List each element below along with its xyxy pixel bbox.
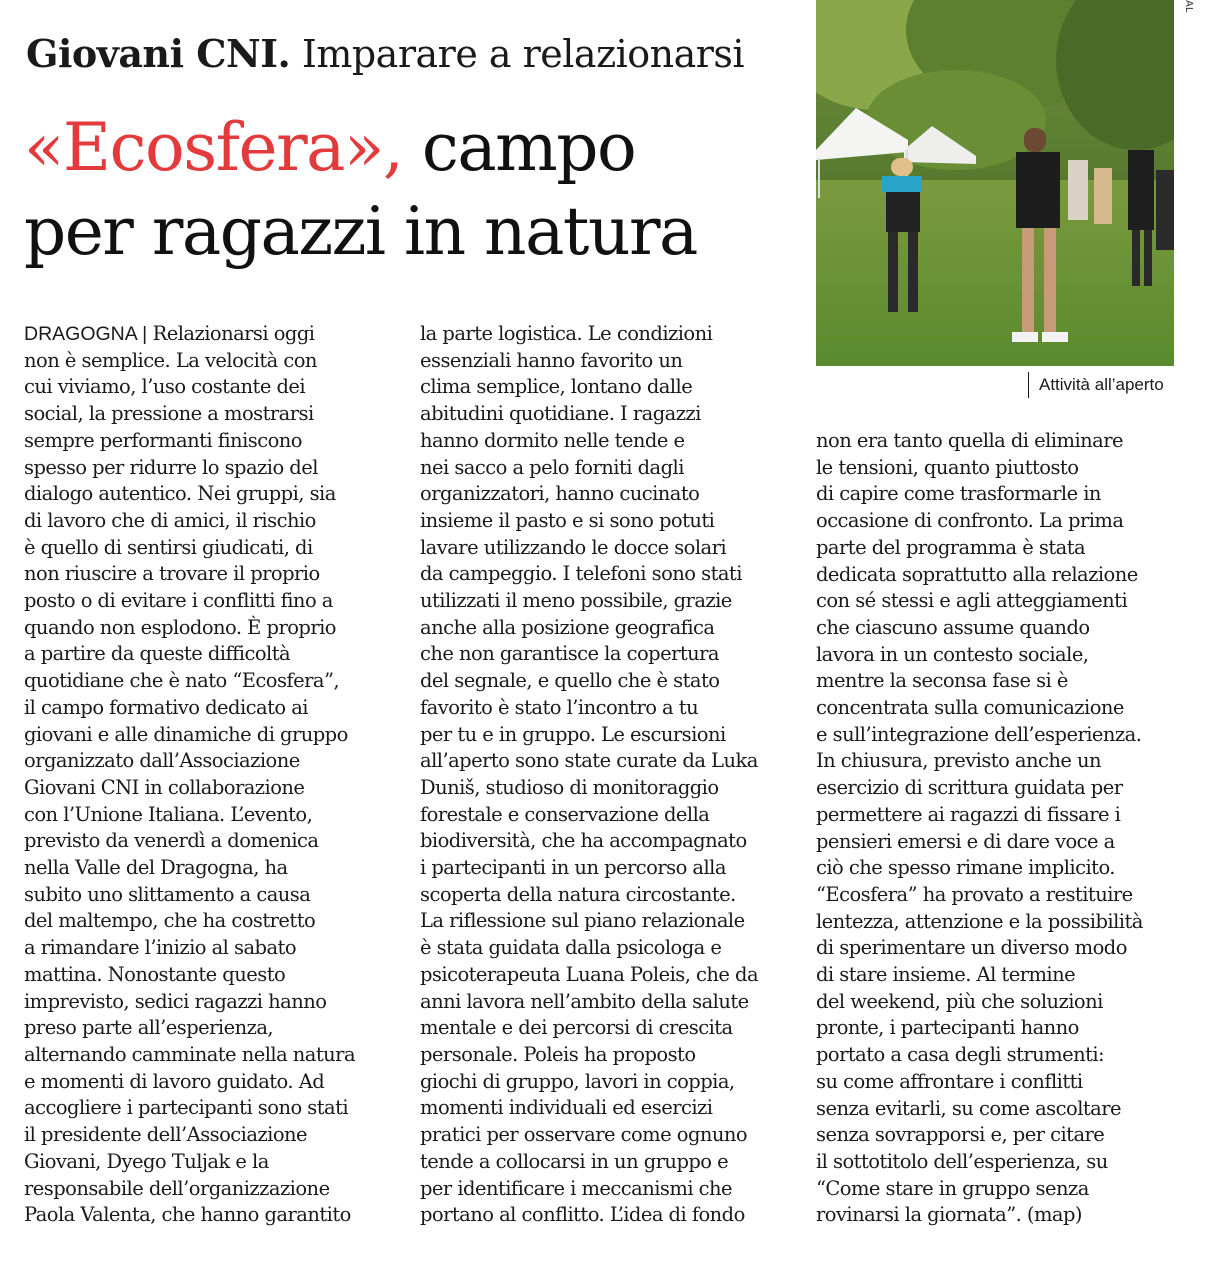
article-line: quotidiane che è nato “Ecosfera”, xyxy=(24,669,340,693)
headline xyxy=(24,106,697,274)
article-line: In chiusura, previsto anche un xyxy=(816,749,1102,773)
article-line: a partire da queste difficoltà xyxy=(24,642,291,666)
article-line: quando non esplodono. È proprio xyxy=(24,615,336,639)
article-line: del segnale, e quello che è stato xyxy=(420,669,720,693)
article-line: responsabile dell’organizzazione xyxy=(24,1176,330,1200)
article-line: La riflessione sul piano relazionale xyxy=(420,909,745,933)
article-line: nei sacco a pelo forniti dagli xyxy=(420,455,684,479)
article-line: mattina. Nonostante questo xyxy=(24,962,286,986)
article-line: dialogo autentico. Nei gruppi, sia xyxy=(24,482,336,506)
article-line: momenti individuali ed esercizi xyxy=(420,1096,713,1120)
article-line: lavora in un contesto sociale, xyxy=(816,642,1089,666)
article-line: essenziali hanno favorito un xyxy=(420,348,683,372)
article-line: la parte logistica. Le condizioni xyxy=(420,322,713,345)
article-line: per tu e in gruppo. Le escursioni xyxy=(420,722,726,746)
article-line: Giovani CNI in collaborazione xyxy=(24,775,305,799)
kicker-strong: Giovani CNI. xyxy=(26,31,291,76)
article-line: portano al conflitto. L’idea di fondo xyxy=(420,1203,745,1227)
photo-caption: Attività all’aperto xyxy=(1028,372,1164,398)
article-line: “Ecosfera” ha provato a restituire xyxy=(816,882,1133,906)
article-line: organizzatori, hanno cucinato xyxy=(420,482,700,506)
article-line: giovani e alle dinamiche di gruppo xyxy=(24,722,348,746)
article-line: accogliere i partecipanti sono stati xyxy=(24,1096,349,1120)
article-line: del weekend, più che soluzioni xyxy=(816,989,1103,1013)
article-line: organizzato dall’Associazione xyxy=(24,749,300,773)
article-line: pensieri emersi e di dare voce a xyxy=(816,829,1115,853)
article-line: mentre la seconsa fase si è xyxy=(816,669,1068,693)
article-line: con l’Unione Italiana. L’evento, xyxy=(24,802,313,826)
article-line: psicoterapeuta Luana Poleis, che da xyxy=(420,962,759,986)
article-line: che ciascuno assume quando xyxy=(816,615,1090,639)
kicker-rest: Imparare a relazionarsi xyxy=(301,32,745,76)
article-line: Paola Valenta, che hanno garantito xyxy=(24,1203,351,1227)
article-line: sempre performanti finiscono xyxy=(24,428,302,452)
article-line: e sull’integrazione dell’esperienza. xyxy=(816,722,1142,746)
article-line: e momenti di lavoro guidato. Ad xyxy=(24,1069,325,1093)
article-line: permettere ai ragazzi di fissare i xyxy=(816,802,1121,826)
article-line: che non garantisce la copertura xyxy=(420,642,719,666)
dateline: DRAGOGNA | xyxy=(24,323,153,345)
article-line: nella Valle del Dragogna, ha xyxy=(24,856,288,880)
article-line: parte del programma è stata xyxy=(816,535,1086,559)
article-line: imprevisto, sedici ragazzi hanno xyxy=(24,989,327,1013)
kicker xyxy=(26,30,744,78)
article-line: è quello di sentirsi giudicati, di xyxy=(24,535,313,559)
article-line: Duniš, studioso di monitoraggio xyxy=(420,775,719,799)
article-first-words: Relazionarsi oggi xyxy=(152,322,315,345)
article-line: clima semplice, lontano dalle xyxy=(420,375,693,399)
article-line: portato a casa degli strumenti: xyxy=(816,1043,1105,1067)
article-line: cui viviamo, l’uso costante dei xyxy=(24,375,306,399)
article-line: su come affrontare i conflitti xyxy=(816,1069,1083,1093)
article-line: favorito è stato l’incontro a tu xyxy=(420,695,699,719)
headline-line-2: per ragazzi in natura xyxy=(24,193,697,270)
article-photo xyxy=(816,0,1174,366)
article-line: posto o di evitare i conflitti fino a xyxy=(24,589,333,613)
article-column-2 xyxy=(420,321,795,1229)
article-line: tende a collocarsi in un gruppo e xyxy=(420,1149,729,1173)
article-line: esercizio di scrittura guidata per xyxy=(816,776,1123,800)
article-line: ciò che spesso rimane implicito. xyxy=(816,856,1115,880)
headline-line-1 xyxy=(24,106,697,190)
article-column-1 xyxy=(24,321,394,1229)
article-line: non era tanto quella di eliminare xyxy=(816,429,1123,452)
article-line: con sé stessi e agli atteggiamenti xyxy=(816,589,1128,613)
article-line: il campo formativo dedicato ai xyxy=(24,695,308,719)
article-line: abitudini quotidiane. I ragazzi xyxy=(420,402,701,426)
article-line: scoperta della natura circostante. xyxy=(420,882,736,906)
article-line: occasione di confronto. La prima xyxy=(816,509,1124,533)
article-line: del maltempo, che ha costretto xyxy=(24,909,316,933)
article-line: insieme il pasto e si sono potuti xyxy=(420,508,715,532)
article-line: lentezza, attenzione e la possibilità xyxy=(816,909,1143,933)
article-line: anni lavora nell’ambito della salute xyxy=(420,989,749,1013)
article-line: all’aperto sono state curate da Luka xyxy=(420,749,758,773)
article-line: è stata guidata dalla psicologa e xyxy=(420,936,722,960)
article-line: pronte, i partecipanti hanno xyxy=(816,1016,1079,1040)
article-line: senza sovrapporsi e, per citare xyxy=(816,1123,1105,1147)
article-line: mentale e dei percorsi di crescita xyxy=(420,1016,733,1040)
article-line: alternando camminate nella natura xyxy=(24,1042,356,1066)
article-line: di stare insieme. Al termine xyxy=(816,963,1076,987)
article-line: Giovani, Dyego Tuljak e la xyxy=(24,1149,269,1173)
article-line: per identificare i meccanismi che xyxy=(420,1176,733,1200)
article-line: biodiversità, che ha accompagnato xyxy=(420,829,747,853)
article-line: social, la pressione a mostrarsi xyxy=(24,402,314,426)
article-line: preso parte all’esperienza, xyxy=(24,1016,274,1040)
article-line: da campeggio. I telefoni sono stati xyxy=(420,562,742,586)
article-line: di capire come trasformarle in xyxy=(816,482,1101,506)
article-line: non è semplice. La velocità con xyxy=(24,348,317,372)
article-line: il presidente dell’Associazione xyxy=(24,1123,308,1147)
article-line: hanno dormito nelle tende e xyxy=(420,428,685,452)
article-line: i partecipanti in un percorso alla xyxy=(420,856,726,880)
article-line: di lavoro che di amici, il rischio xyxy=(24,508,316,532)
article-line: pratici per osservare come ognuno xyxy=(420,1123,748,1147)
article-line: di sperimentare un diverso modo xyxy=(816,936,1127,960)
article-line: “Come stare in gruppo senza xyxy=(816,1176,1089,1200)
headline-red-word: «Ecosfera», xyxy=(24,109,403,186)
article-line: utilizzati il meno possibile, grazie xyxy=(420,589,732,613)
article-line: lavare utilizzando le docce solari xyxy=(420,535,727,559)
article-line: subito uno slittamento a causa xyxy=(24,882,311,906)
article-line: spesso per ridurre lo spazio del xyxy=(24,455,318,479)
article-line: dedicata soprattutto alla relazione xyxy=(816,562,1138,586)
article-line: a rimandare l’inizio al sabato xyxy=(24,936,297,960)
article-line xyxy=(24,321,394,348)
headline-line-1-rest: campo xyxy=(402,109,636,186)
photo-credit-tag: AL xyxy=(1183,0,1194,13)
article-line: concentrata sulla comunicazione xyxy=(816,696,1124,720)
article-line: non riuscire a trovare il proprio xyxy=(24,562,320,586)
article-line: forestale e conservazione della xyxy=(420,802,710,826)
photo-illustration xyxy=(816,0,1174,366)
article-line: senza evitarli, su come ascoltare xyxy=(816,1096,1122,1120)
article-line: rovinarsi la giornata”. (map) xyxy=(816,1203,1082,1227)
article-line: personale. Poleis ha proposto xyxy=(420,1042,696,1066)
article-line: anche alla posizione geografica xyxy=(420,615,715,639)
article-column-3 xyxy=(816,428,1186,1229)
article-line: giochi di gruppo, lavori in coppia, xyxy=(420,1069,735,1093)
article-line: il sottotitolo dell’esperienza, su xyxy=(816,1149,1108,1173)
article-line: le tensioni, quanto piuttosto xyxy=(816,455,1079,479)
article-line: previsto da venerdì a domenica xyxy=(24,829,319,853)
